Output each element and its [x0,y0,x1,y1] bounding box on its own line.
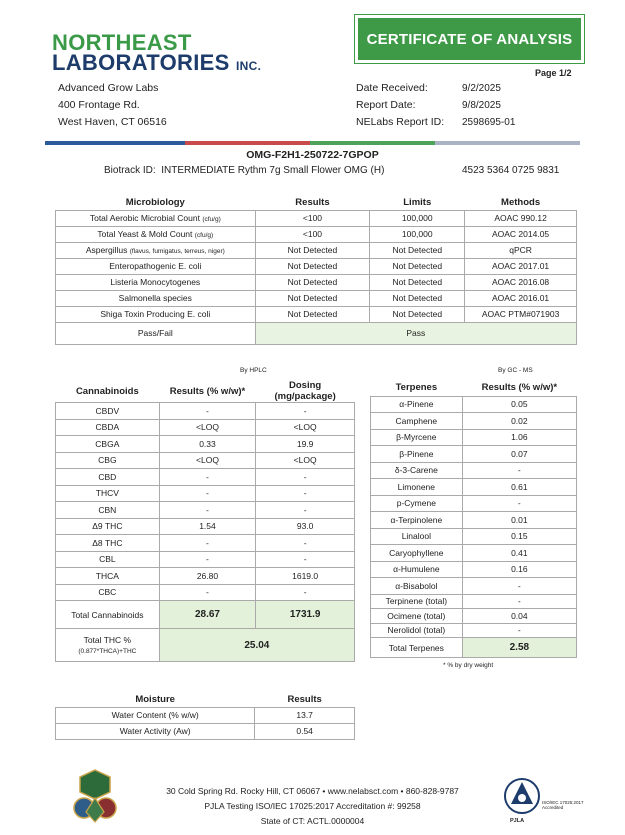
terpene-result: - [462,623,576,638]
terpene-result: - [462,495,576,512]
total-cannabinoids-label: Total Cannabinoids [56,601,160,629]
terpene-row [371,578,577,595]
terpene-name: δ-3-Carene [371,462,463,479]
pjla-badge [500,776,590,828]
micro-row [56,242,577,258]
cannabinoid-result: - [159,584,256,601]
cannabinoid-result: - [159,502,256,519]
micro-analyte-name: Shiga Toxin Producing E. coli [100,309,211,319]
terpene-row [371,623,577,638]
passfail-label: Pass/Fail [56,322,256,344]
cannabinoid-result: 26.80 [159,568,256,585]
cannabinoid-row [56,419,355,436]
terpene-row [371,495,577,512]
micro-method: AOAC 2016.01 [465,290,577,306]
micro-analyte-cell [56,274,256,290]
cannabinoid-dose: - [256,502,355,519]
micro-analyte-unit: (flavus, fumigatus, terreus, niger) [129,248,225,255]
micro-limit: Not Detected [370,242,465,258]
terpene-name: p-Cymene [371,495,463,512]
micro-method: AOAC 2016.08 [465,274,577,290]
terpene-result: 0.16 [462,561,576,578]
logo-laboratories-text: LABORATORIES [52,50,230,75]
cannabinoids-table [55,380,355,662]
cannabinoid-name: CBD [56,469,160,486]
terpene-result: 1.06 [462,429,576,446]
cannabinoid-row [56,452,355,469]
cannabinoid-result: - [159,485,256,502]
dry-weight-note: * % by dry weight [443,662,494,669]
micro-limit: 100,000 [370,226,465,242]
micro-row [56,210,577,226]
terpene-row [371,545,577,562]
cannabinoid-row [56,485,355,502]
cannabinoid-dose: - [256,485,355,502]
report-id-value: 2598695-01 [462,117,516,128]
cannabinoid-result: - [159,535,256,552]
cannabinoid-dose: 19.9 [256,436,355,453]
logo-northeast: NORTHEAST [52,30,192,55]
micro-limit: Not Detected [370,258,465,274]
micro-method: qPCR [465,242,577,258]
cannabinoids-col-dosing: Dosing (mg/package) [274,380,336,402]
micro-result: Not Detected [255,242,370,258]
cannabinoid-name: CBL [56,551,160,568]
micro-analyte-cell [56,210,256,226]
micro-analyte-cell [56,242,256,258]
cannabinoid-result: 1.54 [159,518,256,535]
terpene-name: α-Terpinolene [371,512,463,529]
terpenes-col-name: Terpenes [395,382,438,394]
date-received-value: 9/2/2025 [462,83,501,94]
page-number: Page 1/2 [535,68,572,78]
total-terpenes-row [371,638,577,658]
terpene-result: - [462,462,576,479]
moisture-row [56,707,355,723]
biotrack-number: 4523 5364 0725 9831 [462,165,560,176]
cannabinoid-result: - [159,551,256,568]
client-city: West Haven, CT 06516 [58,116,167,128]
cannabinoid-row [56,518,355,535]
report-id-label: NELabs Report ID: [356,116,445,128]
divider-red [185,141,310,145]
terpene-row [371,462,577,479]
cannabinoid-dose: - [256,584,355,601]
terpene-row [371,479,577,496]
client-street: 400 Frontage Rd. [58,99,140,111]
cannabinoid-row [56,469,355,486]
client-name: Advanced Grow Labs [58,82,159,94]
footer-accreditation: PJLA Testing ISO/IEC 17025:2017 Accreditation #: 99258 [204,801,421,811]
cannabinoid-name: Δ8 THC [56,535,160,552]
cannabinoid-row [56,584,355,601]
cannabinoid-row [56,403,355,420]
terpene-row [371,594,577,609]
cannabinoid-name: CBDV [56,403,160,420]
cannabinoids-col-name: Cannabinoids [75,385,139,397]
micro-limit: Not Detected [370,290,465,306]
terpene-name: Ocimene (total) [371,609,463,624]
cannabinoid-dose: 93.0 [256,518,355,535]
micro-analyte-name: Listeria Monocytogenes [110,277,201,287]
terpene-name: α-Pinene [371,396,463,413]
cannabinoid-dose: <LOQ [256,419,355,436]
terpene-row [371,528,577,545]
micro-limit: 100,000 [370,210,465,226]
moisture-col-name: Moisture [135,694,175,706]
cannabinoids-header-row [56,380,355,403]
micro-passfail-row [56,322,577,344]
pjla-logo-icon [502,776,542,816]
micro-analyte-cell [56,290,256,306]
cannabinoid-dose: 1619.0 [256,568,355,585]
gcms-method-label: By GC - MS [498,367,533,374]
divider-green [310,141,435,145]
biotrack-line [104,165,384,176]
cannabinoid-result: - [159,403,256,420]
terpene-result: 0.01 [462,512,576,529]
micro-method: AOAC PTM#071903 [465,306,577,322]
terpene-result: 0.61 [462,479,576,496]
micro-analyte-cell [56,258,256,274]
date-received-label: Date Received: [356,82,428,94]
terpene-result: - [462,578,576,595]
total-thc-formula: (0.877*THCA)+THC [78,648,137,655]
hplc-method-label: By HPLC [240,367,267,374]
terpene-result: 0.15 [462,528,576,545]
micro-analyte-unit: (cfu/g) [202,216,221,223]
total-thc-label-cell [56,629,160,662]
micro-row [56,258,577,274]
cannabinoid-dose: - [256,469,355,486]
cannabinoid-result: <LOQ [159,419,256,436]
terpene-name: Camphene [371,413,463,430]
cannabinoid-dose: - [256,551,355,568]
total-cannabinoids-dose: 1731.9 [256,601,355,629]
micro-row [56,306,577,322]
moisture-header-row [56,693,355,707]
total-terpenes-value: 2.58 [462,638,576,658]
micro-col-results: Results [295,197,330,209]
moisture-name: Water Activity (Aw) [56,723,255,739]
terpene-row [371,396,577,413]
micro-analyte-unit: (cfu/g) [194,232,214,239]
cannabinoid-dose: <LOQ [256,452,355,469]
moisture-row [56,723,355,739]
terpene-name: β-Pinene [371,446,463,463]
cannabinoid-result: - [159,469,256,486]
cannabinoid-name: CBG [56,452,160,469]
sample-description: INTERMEDIATE Rythm 7g Small Flower OMG (H) [161,165,385,176]
micro-row [56,226,577,242]
total-cannabinoids-result: 28.67 [159,601,256,629]
terpenes-header-row [371,380,577,396]
terpene-result: 0.05 [462,396,576,413]
micro-analyte-cell [56,226,256,242]
sample-id: OMG-F2H1-250722-7GPOP [246,149,379,161]
logo-laboratories [52,50,261,76]
micro-limit: Not Detected [370,306,465,322]
coa-title: CERTIFICATE OF ANALYSIS [355,15,584,63]
micro-row [56,290,577,306]
total-thc-row [56,629,355,662]
moisture-name: Water Content (% w/w) [56,707,255,723]
divider-gray [435,141,580,145]
moisture-result: 0.54 [255,723,355,739]
terpene-name: β-Myrcene [371,429,463,446]
micro-method: AOAC 2014.05 [465,226,577,242]
micro-method: AOAC 2017.01 [465,258,577,274]
micro-analyte-name: Total Yeast & Mold Count [97,229,193,239]
micro-result: Not Detected [255,258,370,274]
terpene-result: - [462,594,576,609]
cannabinoid-name: Δ9 THC [56,518,160,535]
moisture-table [55,693,355,740]
terpene-name: Linalool [371,528,463,545]
micro-col-name: Microbiology [125,197,185,209]
terpene-result: 0.02 [462,413,576,430]
cannabinoid-name: CBGA [56,436,160,453]
terpene-result: 0.41 [462,545,576,562]
moisture-col-results: Results [287,694,322,706]
terpene-row [371,561,577,578]
terpene-name: α-Humulene [371,561,463,578]
micro-limit: Not Detected [370,274,465,290]
cannabinoid-result: <LOQ [159,452,256,469]
cannabinoid-name: THCV [56,485,160,502]
cannabinoid-row [56,436,355,453]
micro-result: Not Detected [255,290,370,306]
cannabinoid-name: CBDA [56,419,160,436]
cannabinoid-result: 0.33 [159,436,256,453]
terpene-name: Terpinene (total) [371,594,463,609]
total-terpenes-label: Total Terpenes [371,638,463,658]
micro-result: <100 [255,210,370,226]
micro-analyte-name: Total Aerobic Microbial Count [89,213,200,223]
moisture-result: 13.7 [255,707,355,723]
micro-result: Not Detected [255,306,370,322]
iso-text: ISO/IEC 17025:2017 Accredited [542,800,584,810]
divider-blue [45,141,185,145]
cannabinoid-row [56,535,355,552]
pjla-text: PJLA [510,818,525,824]
terpene-row [371,446,577,463]
cannabinoid-name: CBC [56,584,160,601]
report-date-value: 9/8/2025 [462,100,501,111]
terpene-result: 0.04 [462,609,576,624]
cannabinoid-row [56,551,355,568]
cannabinoid-name: CBN [56,502,160,519]
biotrack-label: Biotrack ID: [104,165,156,176]
terpene-row [371,413,577,430]
terpene-name: Caryophyllene [371,545,463,562]
logo-inc: INC. [236,59,262,73]
terpene-row [371,609,577,624]
micro-col-methods: Methods [501,197,541,209]
cannabinoid-dose: - [256,403,355,420]
micro-result: Not Detected [255,274,370,290]
terpene-name: Nerolidol (total) [371,623,463,638]
cannabinoid-name: THCA [56,568,160,585]
footer-address: 30 Cold Spring Rd. Rocky Hill, CT 06067 • www.nelabsct.com • 860-828-9787 [166,786,459,796]
micro-analyte-cell [56,306,256,322]
terpenes-table [370,380,577,658]
cannabinoids-col-results: Results (% w/w)* [169,385,246,397]
terpene-row [371,512,577,529]
terpenes-col-results: Results (% w/w)* [481,382,558,394]
micro-analyte-name: Salmonella species [118,293,192,303]
microbiology-table [55,196,577,345]
terpene-result: 0.07 [462,446,576,463]
terpene-name: Limonene [371,479,463,496]
terpene-name: α-Bisabolol [371,578,463,595]
micro-analyte-name: Aspergillus [85,245,128,255]
micro-method: AOAC 990.12 [465,210,577,226]
terpene-row [371,429,577,446]
passfail-value: Pass [255,322,576,344]
micro-analyte-name: Enteropathogenic E. coli [109,261,202,271]
micro-col-limits: Limits [403,197,432,209]
micro-result: <100 [255,226,370,242]
cannabinoid-row [56,502,355,519]
total-thc-value: 25.04 [159,629,354,662]
footer-state-license: State of CT: ACTL.0000004 [260,816,365,826]
micro-header-row [56,196,577,210]
micro-row [56,274,577,290]
cannabinoid-row [56,568,355,585]
report-date-label: Report Date: [356,99,416,111]
total-thc-label: Total THC % [83,635,132,645]
cannabinoid-dose: - [256,535,355,552]
total-cannabinoids-row [56,601,355,629]
